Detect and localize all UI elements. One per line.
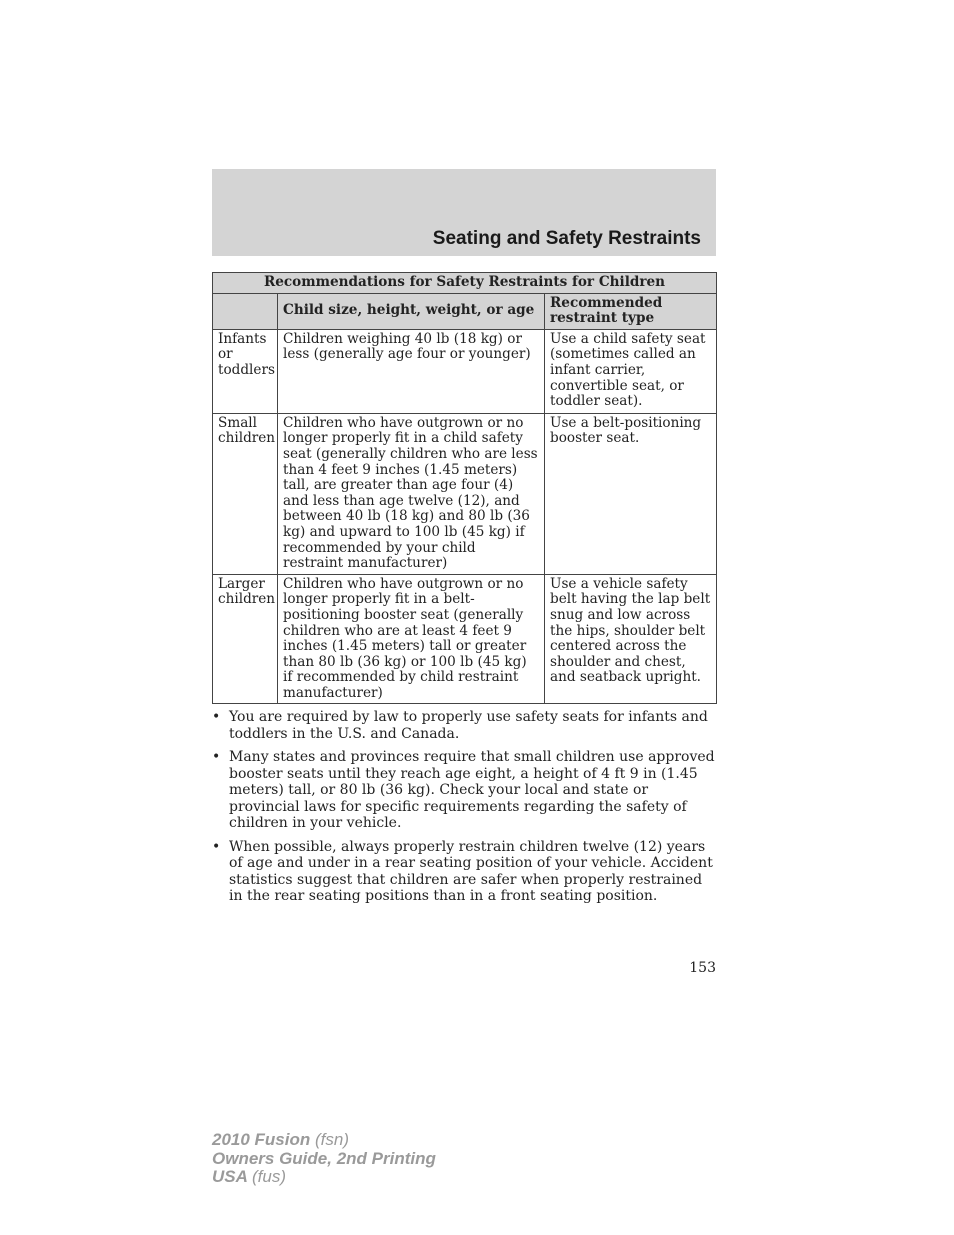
table-header-row (213, 293, 717, 329)
footer-model-code: (fsn) (315, 1130, 349, 1149)
list-item-text: Many states and provinces require that small children use approved booster seats until they reach age eight, a height of 4 ft 9 in (1.45 meters) tall, or 80 lb (36 kg). Check your local and state or provincial laws for specific requirements regarding the safety of children in your vehicle. (229, 749, 715, 831)
table-caption: Recommendations for Safety Restraints for Children (213, 273, 717, 294)
row-size: Children weighing 40 lb (18 kg) or less (generally age four or younger) (278, 329, 545, 413)
list-item (212, 749, 716, 832)
section-title: Seating and Safety Restraints (432, 228, 701, 249)
footer-market-code: (fus) (252, 1167, 286, 1186)
row-category: Infants or toddlers (213, 329, 278, 413)
column-header-restraint: Recommended restraint type (545, 293, 717, 329)
list-item (212, 839, 716, 905)
page-number: 153 (689, 960, 716, 976)
bullet-icon: • (212, 709, 221, 725)
row-category: Small children (213, 413, 278, 574)
table-caption-row (213, 273, 717, 294)
list-item-text: When possible, always properly restrain children twelve (12) years of age and under in a rear seating position of your vehicle. Accident statistics suggest that children are safer when properly restrained in the rear seating positions than in a front seating position. (229, 838, 713, 904)
restraint-recommendations-table (212, 272, 717, 704)
section-header-band (212, 169, 716, 256)
safety-notes-list (212, 709, 716, 912)
document-footer (212, 1131, 436, 1187)
footer-line-printing: Owners Guide, 2nd Printing (212, 1148, 436, 1168)
bullet-icon: • (212, 749, 221, 765)
footer-model: 2010 Fusion (212, 1130, 311, 1149)
table-row (213, 413, 717, 574)
list-item-text: You are required by law to properly use safety seats for infants and toddlers in the U.S. and Canada. (229, 709, 708, 742)
table-row (213, 329, 717, 413)
bullet-icon: • (212, 838, 221, 855)
row-category: Larger children (213, 574, 278, 704)
row-restraint: Use a child safety seat (sometimes called an infant carrier, convertible seat, or toddler seat). (545, 329, 717, 413)
row-restraint: Use a vehicle safety belt having the lap belt snug and low across the hips, shoulder belt centered across the shoulder and chest, and seatback upright. (545, 574, 717, 704)
footer-line-model (212, 1131, 436, 1150)
footer-line-market (212, 1168, 436, 1187)
row-restraint: Use a belt-positioning booster seat. (545, 413, 717, 574)
footer-market: USA (212, 1167, 248, 1186)
table-row (213, 574, 717, 704)
row-size: Children who have outgrown or no longer properly fit in a child safety seat (generally children who are less than 4 feet 9 inches (1.45 meters) tall, are greater than age four (4) and less than age twelve (12), and between 40 lb (18 kg) and 80 lb (36 kg) and upward to 100 lb (45 kg) if recommended by your child restraint manufacturer) (278, 413, 545, 574)
column-header-category (213, 293, 278, 329)
row-size: Children who have outgrown or no longer properly fit in a belt-positioning booster seat (generally children who are at least 4 feet 9 inches (1.45 meters) tall or greater than 80 lb (36 kg) or 100 lb (45 kg) if recommended by child restraint manufacturer) (278, 574, 545, 704)
list-item (212, 709, 716, 742)
column-header-size: Child size, height, weight, or age (278, 293, 545, 329)
